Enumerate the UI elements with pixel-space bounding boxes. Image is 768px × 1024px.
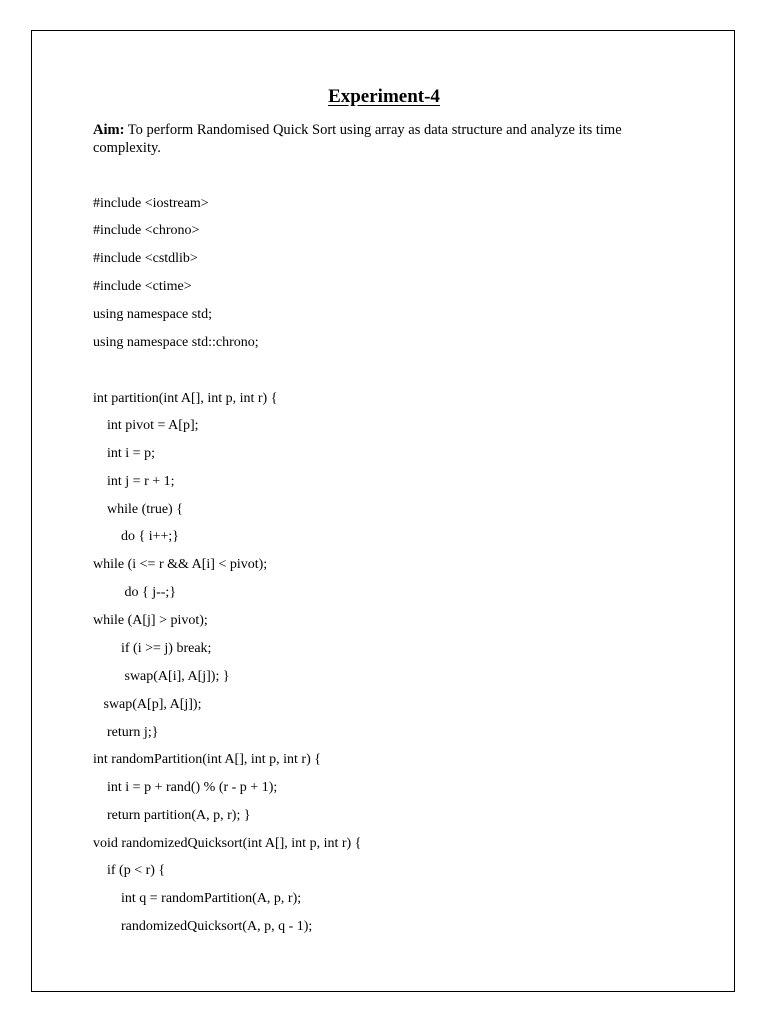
code-line: swap(A[i], A[j]); } [93, 669, 230, 684]
aim-text: To perform Randomised Quick Sort using array as data structure and analyze its time complexity. [93, 122, 622, 156]
code-line: return partition(A, p, r); } [93, 808, 251, 823]
code-line: swap(A[p], A[j]); [93, 697, 202, 712]
aim-paragraph [93, 121, 683, 157]
code-line: if (i >= j) break; [93, 641, 212, 656]
code-line: int pivot = A[p]; [93, 418, 199, 433]
code-line: #include <cstdlib> [93, 251, 198, 266]
code-line: int randomPartition(int A[], int p, int r) { [93, 752, 321, 767]
code-line: using namespace std::chrono; [93, 335, 259, 350]
code-line: if (p < r) { [93, 863, 166, 878]
document-title: Experiment-4 [328, 86, 440, 107]
code-line: do { i++;} [93, 529, 180, 544]
aim-label: Aim: [93, 122, 125, 138]
code-line: return j;} [93, 725, 159, 740]
code-line: using namespace std; [93, 307, 212, 322]
code-line: while (i <= r && A[i] < pivot); [93, 557, 268, 572]
code-line: #include <iostream> [93, 196, 209, 211]
code-line: void randomizedQuicksort(int A[], int p, int r) { [93, 836, 362, 851]
code-line: do { j--;} [93, 585, 177, 600]
code-line: int i = p; [93, 446, 155, 461]
code-line: int i = p + rand() % (r - p + 1); [93, 780, 278, 795]
code-line: #include <chrono> [93, 223, 200, 238]
code-line: int j = r + 1; [93, 474, 175, 489]
code-line: #include <ctime> [93, 279, 192, 294]
code-line: int partition(int A[], int p, int r) { [93, 391, 278, 406]
code-line: while (true) { [93, 502, 183, 517]
code-line: randomizedQuicksort(A, p, q - 1); [93, 919, 313, 934]
code-line: while (A[j] > pivot); [93, 613, 208, 628]
code-line: int q = randomPartition(A, p, r); [93, 891, 302, 906]
